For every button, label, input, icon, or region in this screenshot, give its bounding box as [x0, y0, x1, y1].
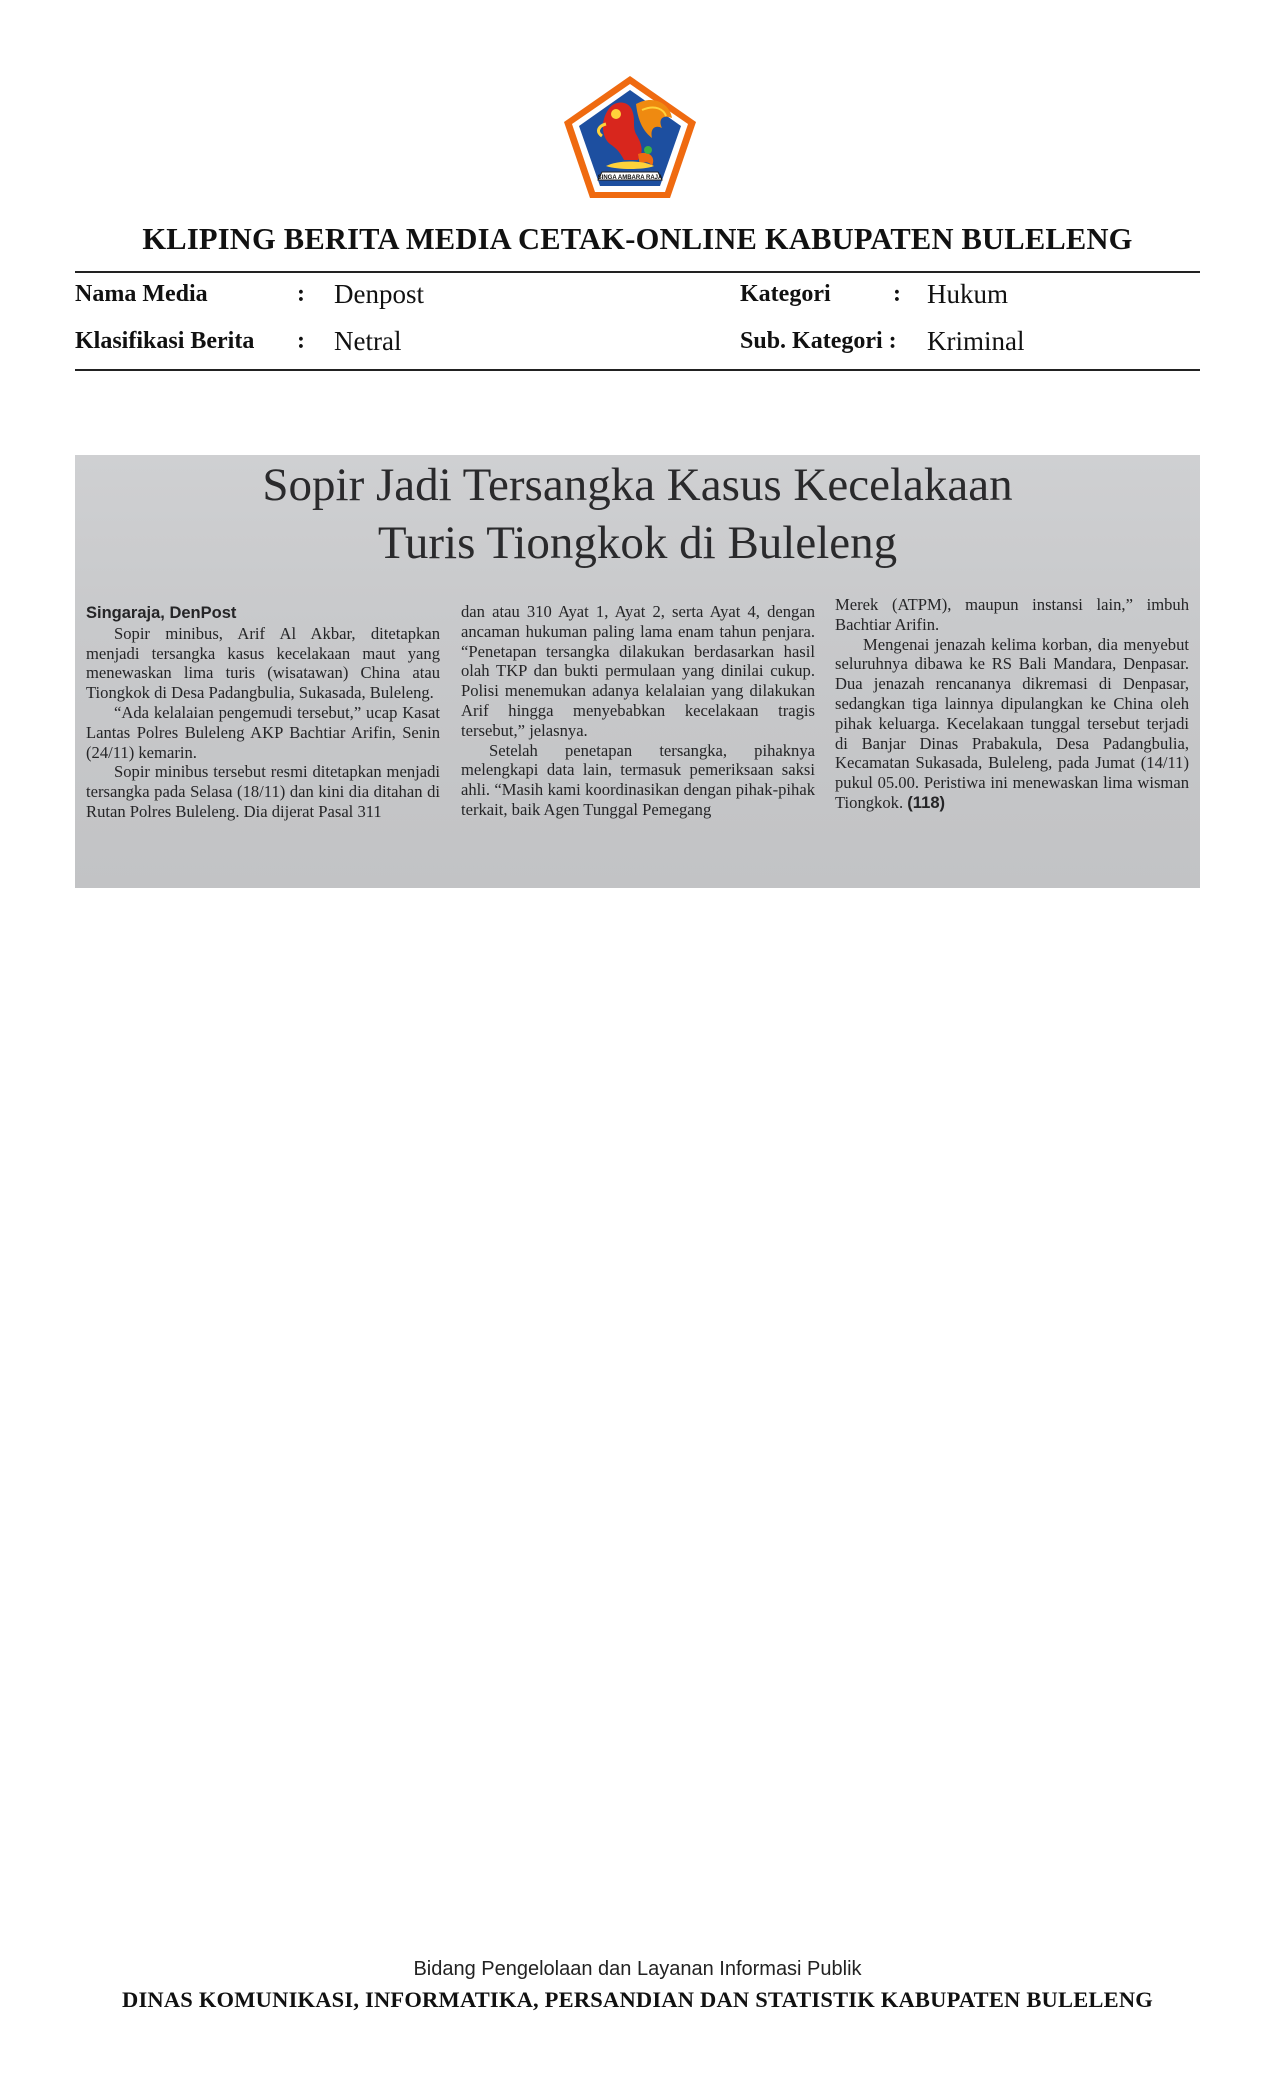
classification-label: Klasifikasi Berita — [75, 328, 255, 354]
singa-ambara-raja-emblem-icon — [562, 74, 698, 200]
header-divider-bottom — [75, 369, 1200, 371]
article-paragraph: Mengenai jenazah kelima korban, dia menyebut seluruhnya dibawa ke RS Bali Mandara, Denpasar. Dua jenazah rencananya dikremasi di Denpasar, sedangkan tiga lainnya dipulangkan ke China oleh pihak keluarga. Kecelakaan tunggal tersebut terjadi di Banjar Dinas Prabakula, Desa Padangbulia, Kecamatan Sukasada, Buleleng, pada Jumat (14/11) pukul 05.00. Peristiwa ini menewaskan lima wisman Tiongkok. (118) — [835, 634, 1189, 812]
footer-division: Bidang Pengelolaan dan Layanan Informasi Publik — [413, 1958, 862, 1980]
category-value: Hukum — [927, 279, 1008, 309]
media-name-label: Nama Media — [75, 281, 208, 307]
article-column-2 — [461, 602, 815, 820]
article-paragraph: Merek (ATPM), maupun instansi lain,” imbuh Bachtiar Arifin. — [835, 595, 1189, 634]
article-paragraph: Setelah penetapan tersangka, pihaknya melengkapi data lain, termasuk pemeriksaan saksi ahli. “Masih kami koordinasikan dengan pihak-pihak terkait, baik Agen Tunggal Pemegang — [461, 740, 815, 819]
newspaper-clipping — [75, 455, 1200, 888]
article-column-1 — [86, 604, 440, 822]
subcategory-value: Kriminal — [927, 326, 1025, 356]
footer-agency: DINAS KOMUNIKASI, INFORMATIKA, PERSANDIAN DAN STATISTIK KABUPATEN BULELENG — [122, 1987, 1153, 2012]
article-paragraph: “Ada kelalaian pengemudi tersebut,” ucap Kasat Lantas Polres Buleleng AKP Bachtiar Arifin, Senin (24/11) kemarin. — [86, 702, 440, 762]
header-divider-top — [75, 271, 1200, 273]
article-paragraph: dan atau 310 Ayat 1, Ayat 2, serta Ayat 4, dengan ancaman hukuman paling lama enam tahun penjara. “Penetapan tersangka dilakukan berdasarkan hasil olah TKP dan bukti permulaan yang dinilai cukup. Polisi menemukan adanya kelalaian yang dilakukan Arif hingga menyebabkan kecelakaan tragis tersebut,” jelasnya. — [461, 602, 815, 740]
classification-value: Netral — [334, 326, 402, 356]
regency-logo — [562, 74, 698, 200]
article-headline-line2: Turis Tiongkok di Buleleng — [377, 517, 898, 569]
classification-separator: : — [297, 328, 305, 354]
logo-motto: SINGA AMBARA RAJA — [597, 175, 663, 181]
reporter-code: (118) — [907, 792, 946, 812]
article-dateline: Singaraja, DenPost — [86, 604, 237, 622]
subcategory-label: Sub. Kategori : — [740, 328, 897, 354]
category-label: Kategori — [740, 281, 831, 307]
media-name-separator: : — [297, 281, 305, 307]
article-paragraph: Sopir minibus, Arif Al Akbar, ditetapkan menjadi tersangka kasus kecelakaan maut yang menewaskan lima turis (wisatawan) China atau Tiongkok di Desa Padangbulia, Sukasada, Buleleng. — [86, 623, 440, 703]
category-separator: : — [893, 281, 901, 307]
article-column-3 — [835, 595, 1189, 813]
article-paragraph: Sopir minibus tersebut resmi ditetapkan menjadi tersangka pada Selasa (18/11) dan kini dia ditahan di Rutan Polres Buleleng. Dia dijerat Pasal 311 — [86, 762, 440, 821]
article-headline-line1: Sopir Jadi Tersangka Kasus Kecelakaan — [262, 459, 1013, 511]
media-name-value: Denpost — [334, 279, 424, 309]
document-title: KLIPING BERITA MEDIA CETAK-ONLINE KABUPATEN BULELENG — [142, 222, 1133, 256]
